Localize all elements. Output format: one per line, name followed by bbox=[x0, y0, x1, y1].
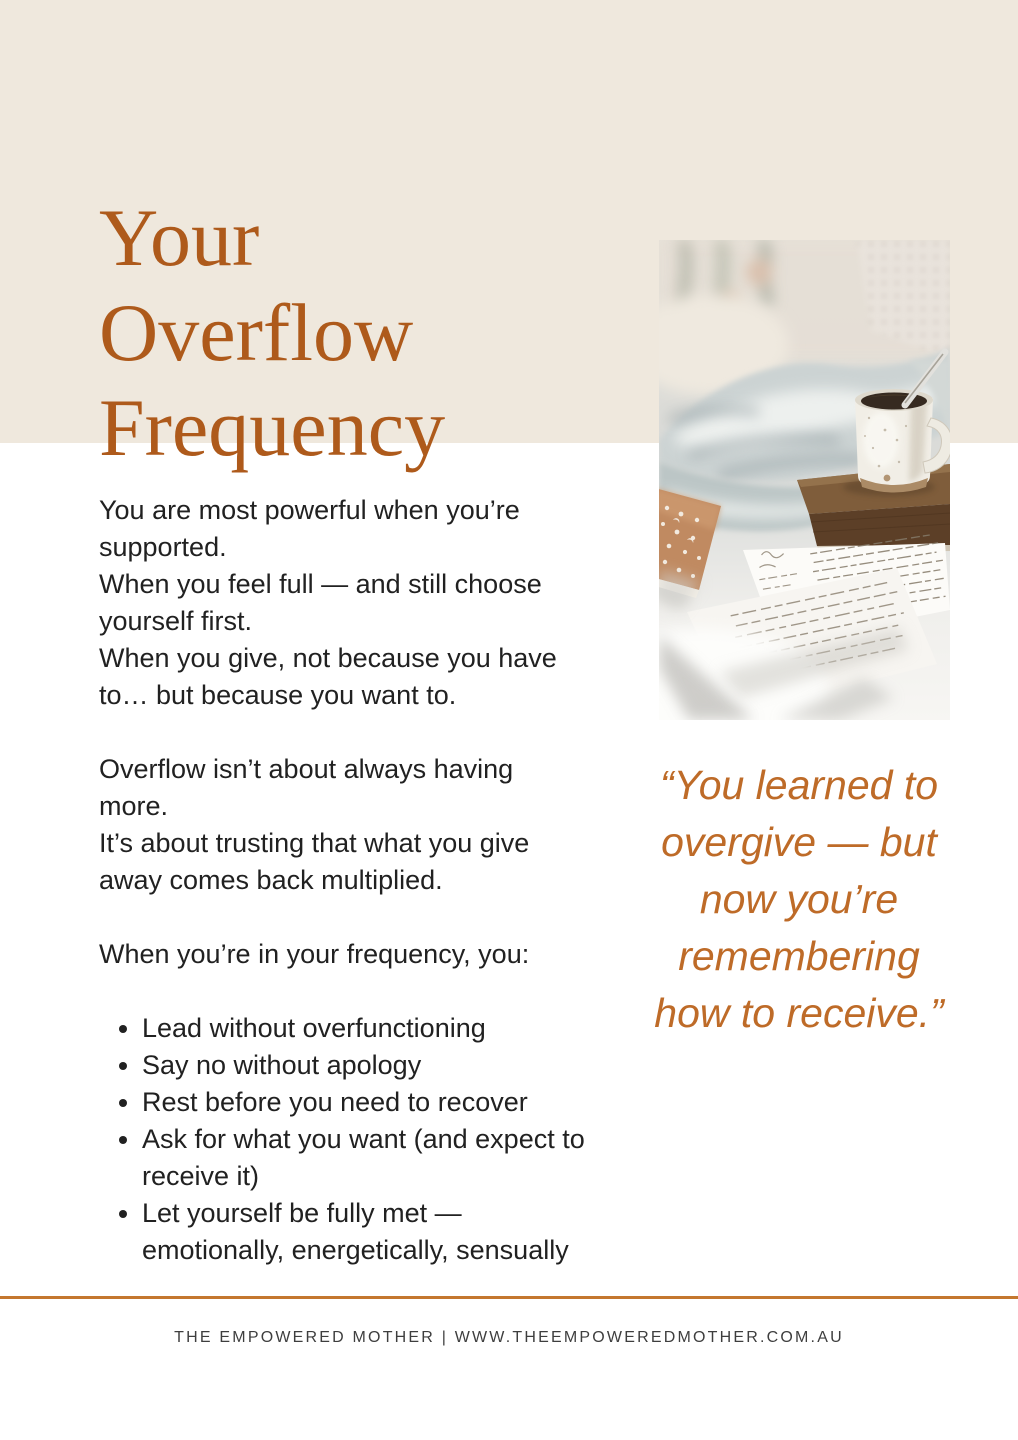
pull-quote: “You learned to overgive — but now you’re remembering how to receive.” bbox=[654, 762, 944, 1036]
body-sentence: Overflow isn’t about always having more. bbox=[99, 754, 514, 821]
paragraph-3 bbox=[99, 936, 575, 973]
footer-text: THE EMPOWERED MOTHER | WWW.THEEMPOWEREDMOTHER.COM.AU bbox=[174, 1329, 844, 1346]
bed-coffee-photo bbox=[659, 240, 950, 720]
bullet-list bbox=[99, 1010, 601, 1269]
list-item: • Say no without apology bbox=[142, 1047, 601, 1084]
footer-divider bbox=[0, 1296, 1018, 1299]
body-text-column bbox=[99, 492, 585, 1269]
list-item: • Rest before you need to recover bbox=[142, 1084, 601, 1121]
body-sentence: It’s about trusting that what you give away comes back multiplied. bbox=[99, 828, 530, 895]
body-sentence: When you give, not because you have to… but because you want to. bbox=[99, 643, 557, 710]
list-item: • Lead without overfunctioning bbox=[142, 1010, 601, 1047]
body-sentence: You are most powerful when you’re supported. bbox=[99, 495, 520, 562]
lead-in-sentence: When you’re in your frequency, you: bbox=[99, 939, 530, 969]
list-item: • Ask for what you want (and expect to receive it) bbox=[142, 1121, 601, 1195]
paragraph-2 bbox=[99, 751, 575, 899]
photo-illustration bbox=[659, 240, 950, 720]
body-sentence: When you feel full — and still choose yourself first. bbox=[99, 569, 542, 636]
list-item: • Let yourself be fully met — emotionally, energetically, sensually bbox=[142, 1195, 601, 1269]
page-title: Your Overflow Frequency bbox=[99, 192, 446, 473]
paragraph-1 bbox=[99, 492, 575, 714]
